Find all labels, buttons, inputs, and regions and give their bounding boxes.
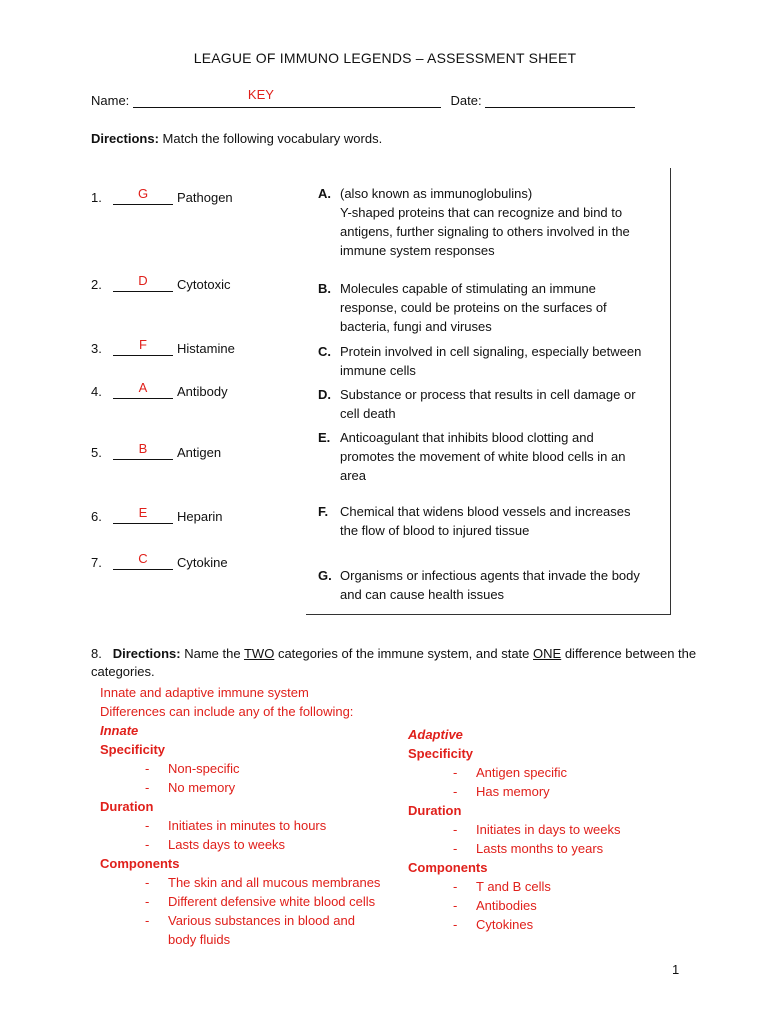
answer-blank[interactable] <box>113 186 173 205</box>
definition-b <box>318 279 663 336</box>
vocab-word: Cytokine <box>177 555 228 570</box>
dash: - <box>145 894 150 909</box>
dash: - <box>145 913 150 928</box>
answer-line: Differences can include any of the following: <box>100 704 354 719</box>
box-divider <box>670 168 672 176</box>
definition-letter: E. <box>318 430 331 445</box>
vocab-word: Antibody <box>177 384 228 399</box>
prompt-text: categories. <box>91 664 155 679</box>
answer-intro <box>100 683 410 721</box>
name-value: KEY <box>247 87 274 102</box>
definition-letter: C. <box>318 344 331 359</box>
adaptive-duration-heading: Duration <box>408 803 462 818</box>
item-text: No memory <box>168 780 236 795</box>
adaptive-specificity-heading: Specificity <box>408 746 474 761</box>
answer-letter: B <box>138 441 148 456</box>
dash: - <box>145 780 150 795</box>
definition-letter: B. <box>318 281 331 296</box>
emphasis-one: ONE <box>533 646 562 661</box>
definition-line: and can cause health issues <box>340 587 505 602</box>
page-number: 1 <box>672 962 680 977</box>
item-text: body fluids <box>168 932 231 947</box>
list-item <box>100 873 410 892</box>
directions-text: Match the following vocabulary words. <box>162 131 383 146</box>
item-number: 7. <box>91 555 102 570</box>
item-text: The skin and all mucous membranes <box>168 875 381 890</box>
dash: - <box>453 917 458 932</box>
answer-letter: C <box>138 551 148 566</box>
item-number: 4. <box>91 384 102 399</box>
vocab-item <box>91 551 228 573</box>
definition-line: immune system responses <box>340 243 495 258</box>
definition-line: promotes the movement of white blood cells in an <box>340 449 626 464</box>
adaptive-column <box>408 725 698 934</box>
definition-line: (also known as immunoglobulins) <box>340 186 533 201</box>
definition-line: bacteria, fungi and viruses <box>340 319 492 334</box>
definition-g <box>318 566 663 604</box>
item-text: Antibodies <box>476 898 537 913</box>
definition-d <box>318 385 663 423</box>
innate-specificity-heading: Specificity <box>100 742 166 757</box>
list-item <box>100 911 410 930</box>
definition-e <box>318 428 663 485</box>
answer-blank[interactable] <box>113 380 173 399</box>
list-item <box>100 835 410 854</box>
item-text: Has memory <box>476 784 550 799</box>
dash: - <box>453 765 458 780</box>
item-number: 5. <box>91 445 102 460</box>
answer-letter: A <box>138 380 148 395</box>
adaptive-components-heading: Components <box>408 860 488 875</box>
item-text: T and B cells <box>476 879 551 894</box>
definition-line: Chemical that widens blood vessels and increases <box>340 504 631 519</box>
directions <box>91 131 382 146</box>
vocab-item <box>91 273 231 295</box>
definition-line: Organisms or infectious agents that invade the body <box>340 568 640 583</box>
definition-a <box>318 184 663 260</box>
definition-line: cell death <box>340 406 396 421</box>
vocab-word: Antigen <box>177 445 222 460</box>
list-item <box>100 778 410 797</box>
dash: - <box>453 822 458 837</box>
emphasis-two: TWO <box>243 646 275 661</box>
answer-blank[interactable] <box>113 551 173 570</box>
definition-letter: G. <box>318 568 332 583</box>
list-item <box>100 759 410 778</box>
prompt-text: difference between the <box>564 646 697 661</box>
vocab-item <box>91 186 233 208</box>
item-text: Various substances in blood and <box>168 913 355 928</box>
innate-components-heading: Components <box>100 856 180 871</box>
question-directions-label: Directions: <box>112 646 181 661</box>
list-item <box>408 820 698 839</box>
list-item <box>408 896 698 915</box>
dash: - <box>145 818 150 833</box>
innate-title: Innate <box>100 723 139 738</box>
item-text: Initiates in minutes to hours <box>168 818 327 833</box>
definition-line: the flow of blood to injured tissue <box>340 523 530 538</box>
definition-line: Y-shaped proteins that can recognize and bind to <box>340 205 623 220</box>
definition-line: immune cells <box>340 363 416 378</box>
item-number: 3. <box>91 341 102 356</box>
vocab-item <box>91 441 222 463</box>
list-item <box>408 763 698 782</box>
answer-blank[interactable] <box>113 441 173 460</box>
list-item <box>100 816 410 835</box>
dash: - <box>453 879 458 894</box>
item-text: Non-specific <box>168 761 240 776</box>
name-label: Name: <box>91 93 130 108</box>
definition-c <box>318 342 663 380</box>
list-item <box>100 892 410 911</box>
question-8 <box>91 645 741 681</box>
answer-blank[interactable] <box>113 337 173 356</box>
definition-line: Substance or process that results in cell damage or <box>340 387 636 402</box>
innate-duration-heading: Duration <box>100 799 154 814</box>
vocab-word: Heparin <box>177 509 223 524</box>
item-number: 6. <box>91 509 102 524</box>
item-text: Lasts days to weeks <box>168 837 286 852</box>
vocab-item <box>91 337 235 359</box>
dash: - <box>453 784 458 799</box>
list-item <box>408 877 698 896</box>
dash: - <box>145 875 150 890</box>
answer-blank[interactable] <box>113 505 173 524</box>
vocab-item <box>91 505 223 527</box>
item-text: Cytokines <box>476 917 534 932</box>
definition-letter: A. <box>318 186 331 201</box>
definition-letter: F. <box>318 504 329 519</box>
vocab-word: Pathogen <box>177 190 233 205</box>
list-item <box>408 782 698 801</box>
item-text: Antigen specific <box>476 765 568 780</box>
date-field[interactable] <box>485 93 635 108</box>
item-text: Different defensive white blood cells <box>168 894 376 909</box>
adaptive-title: Adaptive <box>408 727 463 742</box>
name-field[interactable] <box>133 87 441 108</box>
vocab-item <box>91 380 228 402</box>
answer-letter: G <box>137 186 149 201</box>
item-text: Lasts months to years <box>476 841 604 856</box>
dash: - <box>453 841 458 856</box>
definition-line: response, could be proteins on the surfaces of <box>340 300 607 315</box>
answer-letter: D <box>138 273 148 288</box>
prompt-text: categories of the immune system, and state <box>277 646 530 661</box>
answer-letter: F <box>139 337 147 352</box>
definition-line: area <box>340 468 367 483</box>
item-number: 2. <box>91 277 102 292</box>
name-date-line <box>91 87 635 108</box>
definition-line: Protein involved in cell signaling, especially between <box>340 344 642 359</box>
definition-line: Molecules capable of stimulating an immune <box>340 281 596 296</box>
answer-blank[interactable] <box>113 273 173 292</box>
directions-label: Directions: <box>91 131 159 146</box>
definition-line: Anticoagulant that inhibits blood clotting and <box>340 430 594 445</box>
innate-column <box>100 721 410 949</box>
question-8-prompt <box>91 645 741 663</box>
item-number: 1. <box>91 190 102 205</box>
answer-letter: E <box>138 505 148 520</box>
list-item-continued <box>100 930 410 949</box>
vocab-word: Histamine <box>177 341 235 356</box>
item-text: Initiates in days to weeks <box>476 822 621 837</box>
question-number: 8. <box>91 646 102 661</box>
vocab-word: Cytotoxic <box>177 277 231 292</box>
page-title: LEAGUE OF IMMUNO LEGENDS – ASSESSMENT SHEET <box>193 50 577 66</box>
dash: - <box>453 898 458 913</box>
dash: - <box>145 761 150 776</box>
definition-letter: D. <box>318 387 331 402</box>
answer-line: Innate and adaptive immune system <box>100 685 309 700</box>
definition-f <box>318 502 663 540</box>
dash: - <box>145 837 150 852</box>
prompt-text: Name the <box>184 646 241 661</box>
list-item <box>408 915 698 934</box>
definition-line: antigens, further signaling to others involved in the <box>340 224 630 239</box>
list-item <box>408 839 698 858</box>
date-label: Date: <box>450 93 482 108</box>
